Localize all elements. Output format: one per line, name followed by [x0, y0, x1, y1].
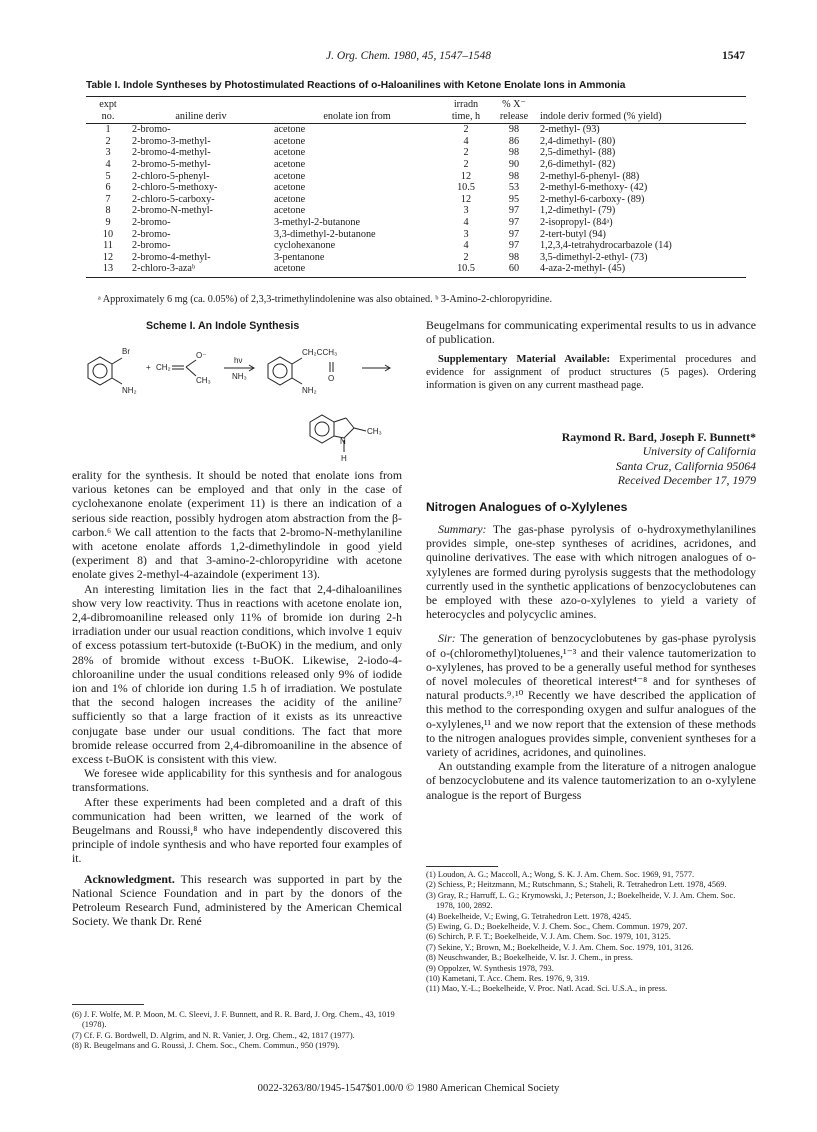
cell-indole: 2-methyl-6-carboxy- (89)	[540, 193, 645, 205]
col-release-header: release	[490, 111, 538, 124]
cell-enolate: 3,3-dimethyl-2-butanone	[274, 228, 376, 240]
left-paragraph-1: erality for the synthesis. It should be noted that enolate ions from various ketones can be employed and that only in the case of cyclohexanone enolate (experiment 11) is there an indication of a serious side reaction, possibly hydrogen atom abstraction from the β-carbon.⁶ We call attention to the facts that 2-bromo-N-methylaniline with acetone enolate affords 1,2-dimethylindole in good yield (experiment 8) and that 3-amino-2-chloropyridine with acetone enolate gives 2-methyl-4-azaindole (experiment 13).	[72, 468, 402, 582]
cell-enolate: acetone	[274, 135, 306, 147]
cell-no: 3	[105, 147, 111, 159]
cell-time: 4	[463, 216, 469, 228]
cell-aniline: 2-bromo-	[132, 228, 171, 240]
label-n: N	[340, 437, 346, 446]
cell-indole: 1,2-dimethyl- (79)	[540, 205, 616, 217]
page-number: 1547	[722, 50, 745, 62]
reference-item: (10) Kametani, T. Acc. Chem. Res. 1976, 9, 319.	[426, 974, 590, 984]
cell-time: 4	[463, 135, 469, 147]
col-time-header: time, h	[442, 111, 490, 124]
cell-enolate: cyclohexanone	[274, 240, 336, 252]
sir-text: The generation of benzocyclobutenes by gas-phase pyrolysis of o-(chloromethyl)toluenes,¹⁻³ and their valence tautomerization to o-xylylenes, has proved to be a generally useful method for syntheses of novel molecules of theoretical interest⁴⁻⁸ and for syntheses of natural products.⁹˒¹⁰ Recently we have described the application of this method to the corresponding oxygen and sulfur analogues of the o-xylylenes,¹¹ and we now report that the extension of these methods to the nitrogen analogues provides simple, convenient syntheses for a variety of acridines, acridones, and quinolines.	[426, 631, 756, 760]
cell-release: 60	[490, 263, 538, 277]
acknowledgment	[72, 872, 402, 929]
cell-indole: 1,2,3,4-tetrahydrocarbazole (14)	[540, 240, 672, 252]
label-ch2cch3: CH₂CCH₃	[302, 348, 338, 357]
cell-enolate: 3-methyl-2-butanone	[274, 216, 361, 228]
table-row	[86, 252, 746, 264]
cell-enolate: acetone	[274, 170, 306, 182]
table-row	[86, 147, 746, 159]
cell-aniline: 2-chloro-5-carboxy-	[132, 193, 215, 205]
cell-time: 2	[463, 158, 469, 170]
right-last-paragraph: An outstanding example from the literature of a nitrogen analogue of benzocyclobutene and its valence tautomerization to an o-xylylene analogue is the report of Burgess	[426, 759, 756, 802]
right-references	[426, 870, 756, 995]
cell-release: 95	[508, 193, 520, 205]
cell-enolate: acetone	[272, 263, 442, 277]
cell-indole: 2,5-dimethyl- (88)	[540, 147, 616, 159]
cell-aniline: 2-bromo-	[132, 216, 171, 228]
table-caption: Table I. Indole Syntheses by Photostimulated Reactions of o-Haloanilines with Ketone Enolate Ions in Ammonia	[86, 80, 626, 91]
cell-time: 10.5	[442, 263, 490, 277]
scheme-diagram	[72, 334, 402, 464]
cell-no: 1	[105, 124, 111, 136]
right-column-top	[426, 318, 756, 392]
col-enolate-header: enolate ion from	[272, 111, 442, 124]
cell-indole: 2,6-dimethyl- (82)	[540, 158, 616, 170]
table-row	[86, 194, 746, 206]
cell-enolate: acetone	[274, 158, 306, 170]
cell-indole: 2-methyl- (93)	[540, 124, 600, 136]
label-ominus: O⁻	[196, 351, 207, 360]
cell-release: 90	[508, 158, 520, 170]
cell-release: 98	[508, 124, 520, 136]
table-row	[86, 136, 746, 148]
reference-item: (3) Gray, R.; Harruff, L. G.; Krymowski, J.; Peterson, J.; Boekelheide, V. J. Am. Chem. Soc. 1978, 100, 2892.	[426, 890, 736, 911]
affiliation-1: University of California	[642, 444, 756, 459]
cell-enolate: 3-pentanone	[274, 251, 325, 263]
right-paragraph-0: Beugelmans for communicating experimental results to us in advance of publication.	[426, 318, 756, 347]
cell-aniline: 2-bromo-	[132, 124, 171, 136]
cell-release: 98	[508, 170, 520, 182]
label-ch2: CH₂	[156, 363, 171, 372]
author-block	[426, 430, 756, 488]
cell-time: 3	[463, 205, 469, 217]
col-no-top: expt	[86, 97, 130, 111]
cell-time: 10.5	[457, 182, 475, 194]
left-footnotes	[72, 1010, 402, 1052]
label-nh2-1: NH₂	[122, 386, 137, 395]
aromatic-circle-2	[273, 364, 287, 378]
copyright-footer: 0022-3263/80/1945-1547$01.00/0 © 1980 American Chemical Society	[257, 1083, 560, 1094]
benzene-ring-1	[88, 357, 112, 385]
ack-heading: Acknowledgment.	[84, 871, 175, 886]
cell-time: 3	[463, 228, 469, 240]
col-no-header: no.	[86, 111, 130, 124]
cell-time: 4	[463, 240, 469, 252]
reference-item: (7) Sekine, Y.; Brown, M.; Boekelheide, V. J. Am. Chem. Soc. 1979, 101, 3126.	[426, 942, 694, 952]
cell-indole: 2-methyl-6-methoxy- (42)	[540, 182, 648, 194]
left-column	[72, 468, 402, 929]
footnote-rule-left	[72, 1004, 144, 1005]
cell-no: 8	[105, 205, 111, 217]
cell-no: 6	[105, 182, 111, 194]
cell-enolate: acetone	[274, 182, 306, 194]
cell-aniline: 2-chloro-3-azaᵇ	[130, 263, 272, 277]
cell-enolate: acetone	[274, 147, 306, 159]
cell-no: 7	[105, 193, 111, 205]
supp-heading: Supplementary Material Available:	[438, 354, 611, 366]
table-row	[86, 263, 746, 277]
label-nh3: NH₃	[232, 372, 247, 381]
left-paragraph-4: After these experiments had been completed and a draft of this communication had been written, we learned of the work of Beugelmans and Roussi,⁸ who have independently discovered this principle of indole synthesis and who have reported four examples of it.	[72, 794, 402, 866]
reference-item: (4) Boekelheide, V.; Ewing, G. Tetrahedron Lett. 1978, 4245.	[426, 911, 632, 921]
cell-enolate: acetone	[274, 205, 306, 217]
summary	[426, 522, 756, 621]
reference-item: (9) Oppolzer, W. Synthesis 1978, 793.	[426, 963, 554, 973]
cell-no: 2	[105, 135, 111, 147]
ack-text: This research was supported in part by the National Science Foundation and in part by the donors of the Petroleum Research Fund, administered by the American Chemical Society. We thank Dr. René	[72, 871, 402, 929]
label-plus: +	[146, 363, 151, 372]
supp-text: Experimental procedures and evidence for assignment of product structures (5 pages). Ordering information is given on any current masthead page.	[426, 354, 756, 391]
supplementary	[426, 354, 756, 392]
cell-indole: 2-tert-butyl (94)	[540, 228, 606, 240]
cell-no: 5	[105, 170, 111, 182]
reference-item: (8) Neuschwander, B.; Boekelheide, V. Isr. J. Chem., in press.	[426, 953, 633, 963]
cell-release: 97	[508, 240, 520, 252]
journal-citation: J. Org. Chem. 1980, 45, 1547–1548	[325, 50, 492, 62]
reference-item: (6) Schirch, P. F. T.; Boekelheide, V. J. Am. Chem. Soc. 1979, 101, 3125.	[426, 932, 671, 942]
cell-release: 98	[508, 251, 520, 263]
table-row	[86, 124, 746, 136]
indole-table	[86, 96, 746, 278]
cell-aniline: 2-bromo-3-methyl-	[132, 135, 211, 147]
cell-indole: 4-aza-2-methyl- (45)	[538, 263, 746, 277]
table-row	[86, 171, 746, 183]
label-ch3-1: CH₃	[196, 376, 211, 385]
authors: Raymond R. Bard, Joseph F. Bunnett*	[561, 430, 756, 444]
table-row	[86, 182, 746, 194]
cell-indole: 3,5-dimethyl-2-ethyl- (73)	[540, 251, 648, 263]
cell-time: 2	[463, 147, 469, 159]
cell-aniline: 2-chloro-5-phenyl-	[132, 170, 210, 182]
table-row	[86, 159, 746, 171]
cell-indole: 2-methyl-6-phenyl- (88)	[540, 170, 640, 182]
cell-no: 12	[102, 251, 114, 263]
running-header	[0, 50, 817, 66]
article-title: Nitrogen Analogues of o-Xylylenes	[426, 500, 628, 514]
cell-time: 12	[460, 193, 472, 205]
footnote-rule-right	[426, 866, 498, 867]
cell-release: 86	[508, 135, 520, 147]
cell-aniline: 2-bromo-N-methyl-	[132, 205, 213, 217]
footnote-7: (7) Cf. F. G. Bordwell, D. Algrim, and N. R. Vanier, J. Org. Chem., 42, 1817 (1977).	[72, 1030, 355, 1040]
cell-no: 10	[102, 228, 114, 240]
cell-no: 11	[103, 240, 113, 252]
table-row	[86, 205, 746, 217]
affiliation-2: Santa Cruz, California 95064	[615, 458, 756, 473]
cell-no: 4	[105, 158, 111, 170]
footnote-6: (6) J. F. Wolfe, M. P. Moon, M. C. Sleevi, J. F. Bunnett, and R. R. Bard, J. Org. Chem., 43, 1019 (1978).	[72, 1010, 395, 1030]
col-release-top: % X⁻	[490, 97, 538, 111]
cell-enolate: acetone	[274, 193, 306, 205]
cell-release: 53	[508, 182, 520, 194]
received-date: Received December 17, 1979	[617, 473, 756, 488]
label-h: H	[341, 454, 347, 463]
cell-aniline: 2-bromo-	[132, 240, 171, 252]
cell-indole: 2-isopropyl- (84ᵃ)	[540, 216, 613, 228]
cell-release: 98	[508, 147, 520, 159]
cell-enolate: acetone	[274, 124, 306, 136]
summary-heading: Summary:	[438, 522, 487, 536]
reference-item: (5) Ewing, G. D.; Boekelheide, V. J. Chem. Soc., Chem. Commun. 1979, 207.	[426, 922, 688, 932]
col-aniline-header: aniline deriv	[130, 111, 272, 124]
cell-time: 2	[463, 251, 469, 263]
label-nh2-2: NH₂	[302, 386, 317, 395]
cell-release: 97	[508, 205, 520, 217]
table-row	[86, 229, 746, 241]
table-row	[86, 240, 746, 252]
aromatic-circle-1	[93, 364, 107, 378]
footnote-8: (8) R. Beugelmans and G. Roussi, J. Chem. Soc., Chem. Commun., 950 (1979).	[72, 1041, 340, 1051]
cell-indole: 2,4-dimethyl- (80)	[540, 135, 616, 147]
left-paragraph-2: An interesting limitation lies in the fact that 2,4-dihaloanilines show very low reactivity. Thus in reactions with acetone enolate ion, 2,4-dibromoaniline released only 11% of bromide ion during 2-h irradiation under our usual reaction conditions, which involve 1 equiv of excess potassium tert-butoxide (t-BuOK) in the medium, and only 28% of bromide without excess t-BuOK. Likewise, 2-iodo-4-chloroaniline under the usual conditions released only 9% of iodide ion and 1% of chloride ion during 1.5 h of irradiation. We postulate that the second halogen increases the acidity of the aniline⁷ sufficiently so that a large fraction of it exists as its unreactive conjugate base under our usual conditions. The fact that more bromide release occurred from 2,4-dibromoaniline in the absence of excess t-BuOK is consistent with this view.	[72, 581, 402, 767]
reference-item: (2) Schiess, P.; Heitzmann, M.; Rutschmann, S.; Staheli, R. Tetrahedron Lett. 1978, 4569.	[426, 880, 727, 890]
cell-time: 2	[463, 124, 469, 136]
cell-aniline: 2-bromo-4-methyl-	[132, 147, 211, 159]
label-o: O	[328, 374, 335, 383]
sir-paragraph	[426, 631, 756, 759]
cell-release: 97	[508, 216, 520, 228]
sir-heading: Sir:	[438, 631, 456, 646]
reference-item: (1) Loudon, A. G.; Maccoll, A.; Wong, S. K. J. Am. Chem. Soc. 1969, 91, 7577.	[426, 870, 695, 879]
col-indole-header: indole deriv formed (% yield)	[538, 111, 746, 124]
indole-benzene-ring	[310, 415, 334, 443]
cell-time: 12	[460, 170, 472, 182]
cell-no: 9	[105, 216, 111, 228]
reference-item: (11) Mao, Y.-L.; Boekelheide, V. Proc. Natl. Acad. Sci. U.S.A., in press.	[426, 984, 668, 994]
right-column-body	[426, 522, 756, 802]
summary-text: The gas-phase pyrolysis of o-hydroxymethylanilines provides simple, one-step syntheses of acridines, acridones, and quinoline derivatives. The ease with which nitrogen analogues of o-xylylenes are formed during pyrolysis suggests that the methodology currently used in the synthetic applications of benzocyclobutenes can be employed with these azo-o-xylylenes to yield a variety of heterocycles and polycyclic amines.	[426, 522, 756, 622]
label-hv: hν	[234, 356, 243, 365]
table-row	[86, 217, 746, 229]
cell-aniline: 2-chloro-5-methoxy-	[132, 182, 218, 194]
col-time-top: irradn	[442, 97, 490, 111]
table-footnote: ᵃ Approximately 6 mg (ca. 0.05%) of 2,3,3-trimethylindolenine was also obtained. ᵇ 3-Amino-2-chloropyridine.	[98, 294, 553, 305]
cell-release: 97	[508, 228, 520, 240]
cell-aniline: 2-bromo-4-methyl-	[132, 251, 211, 263]
cell-no: 13	[86, 263, 130, 277]
cell-aniline: 2-bromo-5-methyl-	[132, 158, 211, 170]
left-paragraph-3: We foresee wide applicability for this synthesis and for analogous transformations.	[72, 766, 402, 795]
label-br: Br	[122, 347, 130, 356]
benzene-ring-2	[268, 357, 292, 385]
label-ch3-2: CH₃	[367, 427, 382, 436]
scheme-title: Scheme I. An Indole Synthesis	[146, 320, 300, 332]
